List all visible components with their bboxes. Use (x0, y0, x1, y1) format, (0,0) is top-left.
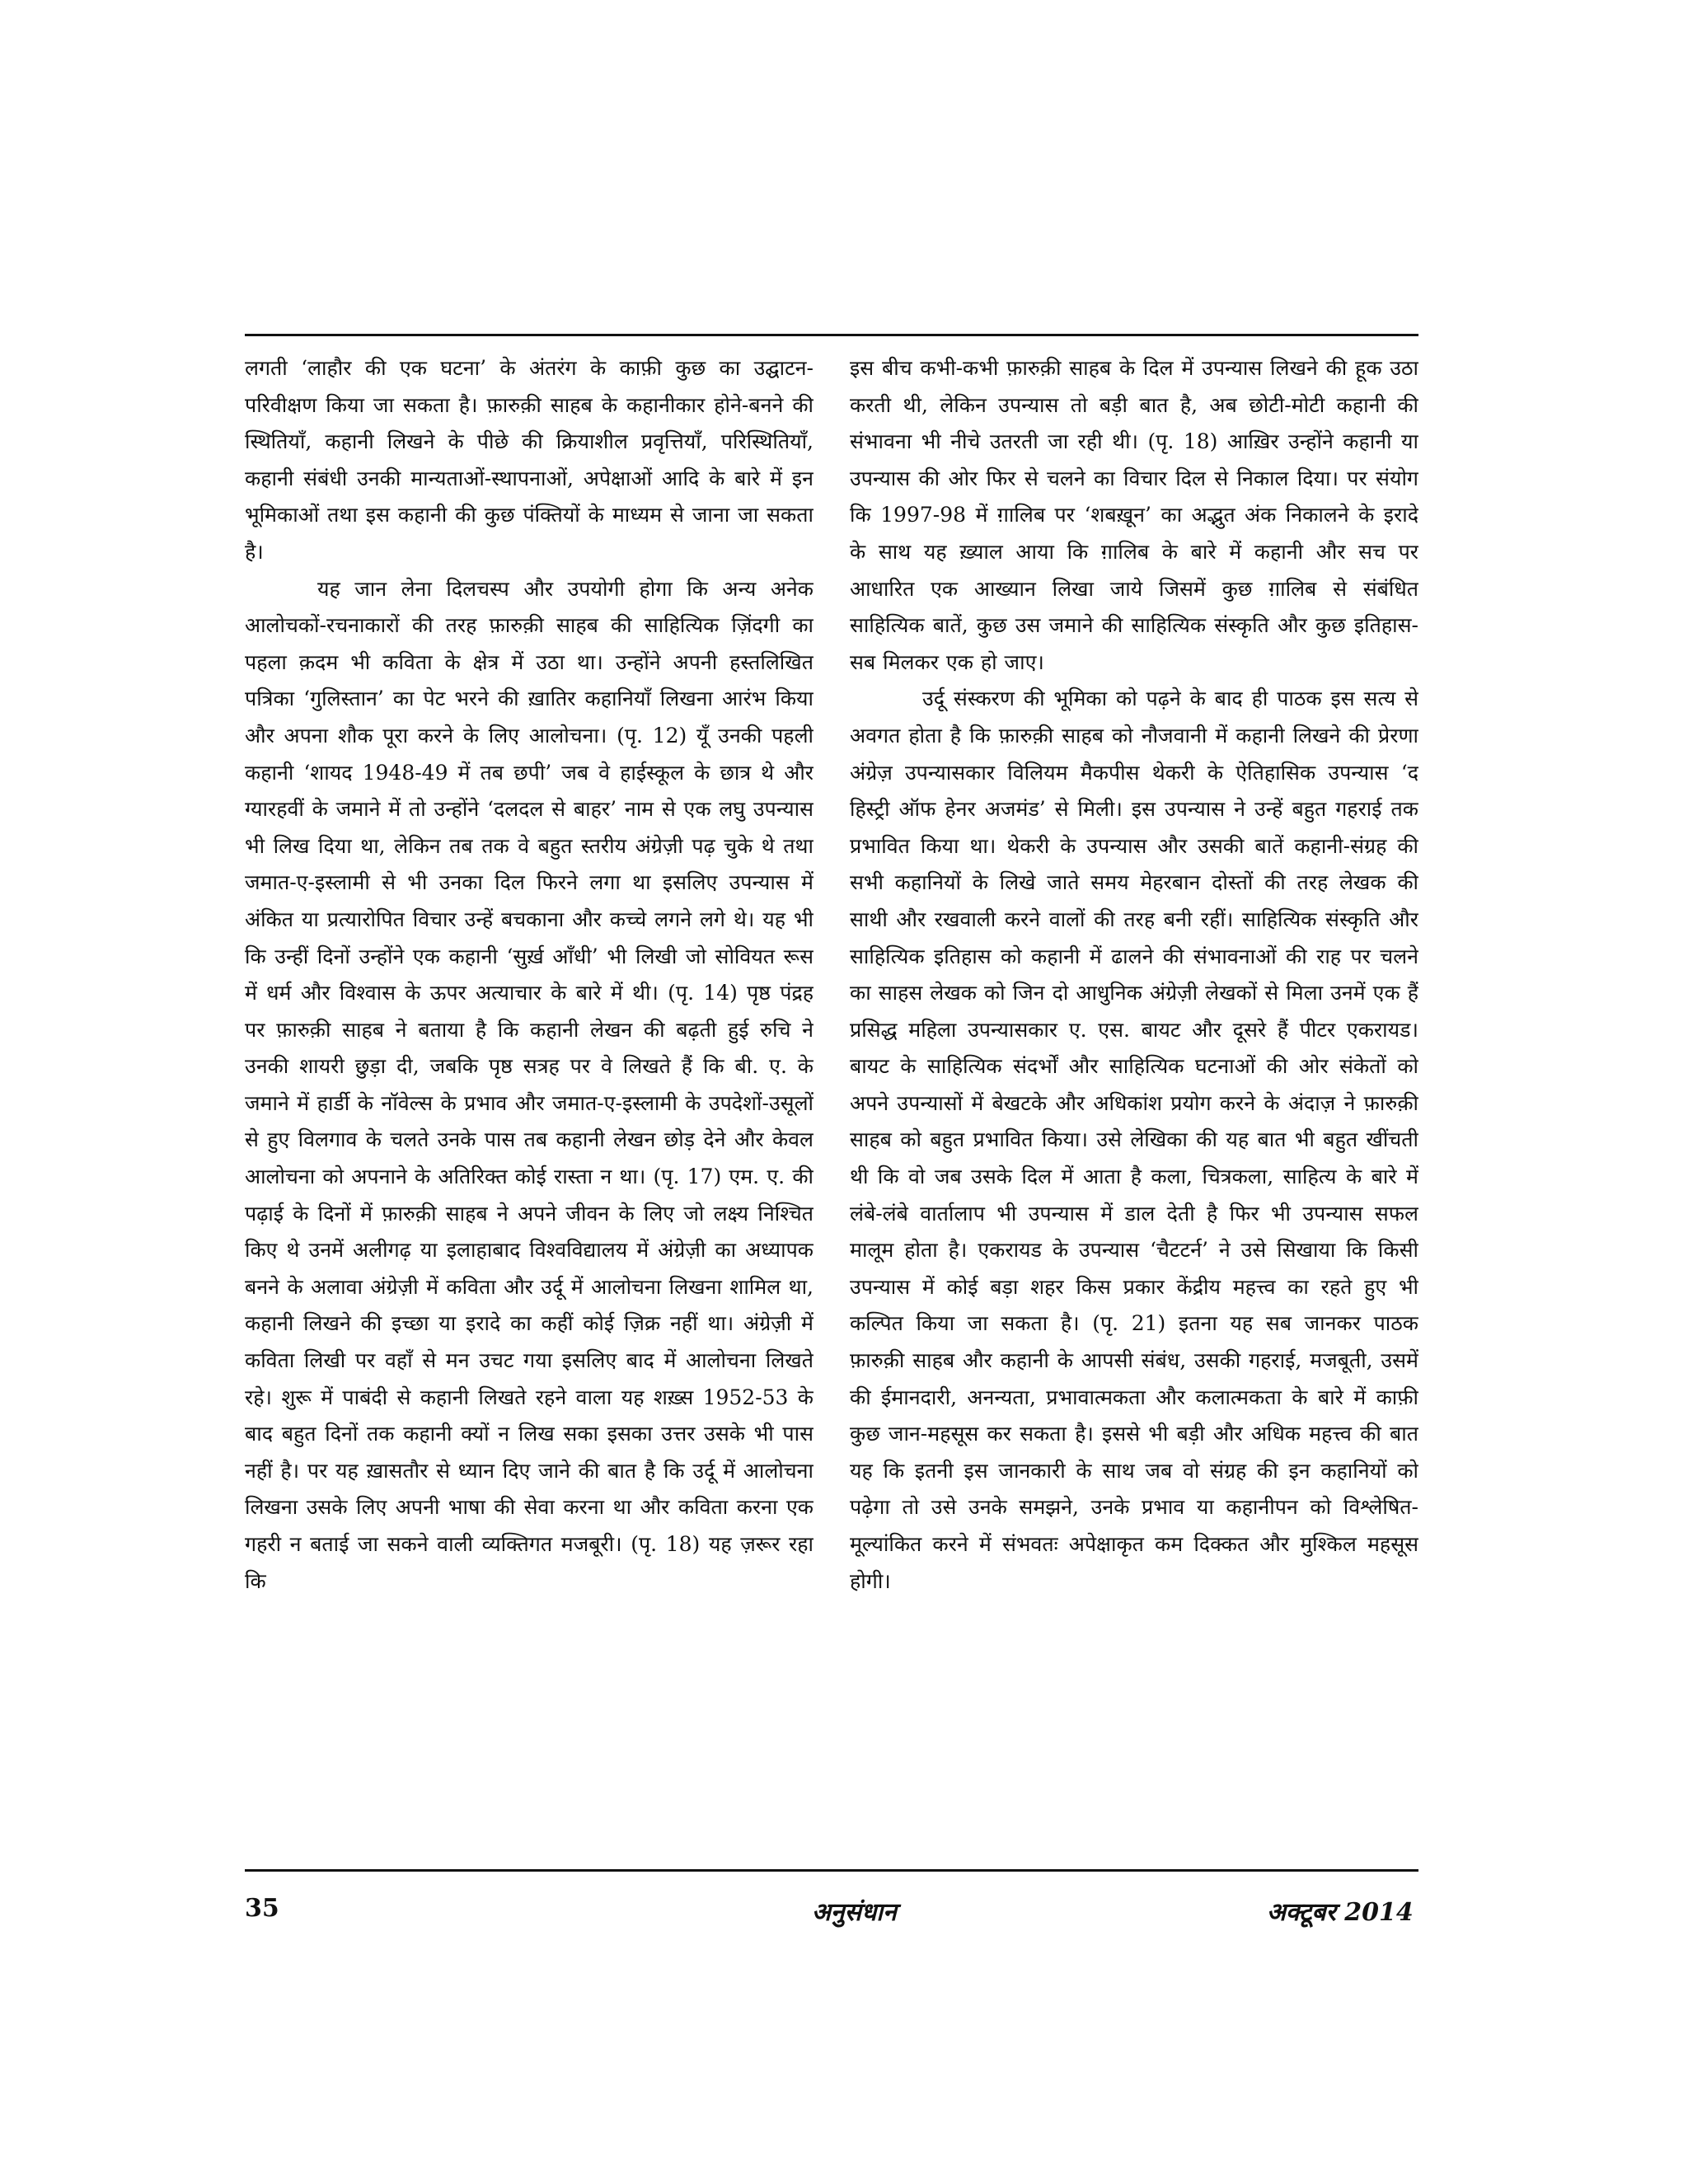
bottom-rule (245, 1869, 1418, 1872)
page-number: 35 (245, 1894, 279, 1923)
top-rule (245, 334, 1418, 336)
right-paragraph-1: इस बीच कभी-कभी फ़ारुक़ी साहब के दिल में उपन्यास लिखने की हूक उठा करती थी, लेकिन उपन्यास तो बड़ी बात है, अब छोटी-मोटी कहानी की संभावना भी नीचे उतरती जा रही थी। (पृ. 18) आख़िर उन्होंने कहानी या उपन्यास की ओर फिर से चलने का विचार दिल से निकाल दिया। पर संयोग कि 1997-98 में ग़ालिब पर ‘शबख़ून’ का अद्भुत अंक निकालने के इरादे के साथ यह ख़्याल आया कि ग़ालिब के बारे में कहानी और सच पर आधारित एक आख्यान लिखा जाये जिसमें कुछ ग़ालिब से संबंधित साहित्यिक बातें, कुछ उस जमाने की साहित्यिक संस्कृति और कुछ इतिहास-सब मिलकर एक हो जाए। (850, 356, 1418, 674)
right-column (850, 350, 1418, 1858)
left-paragraph-2: यह जान लेना दिलचस्प और उपयोगी होगा कि अन्य अनेक आलोचकों-रचनाकारों की तरह फ़ारुक़ी साहब की साहित्यिक ज़िंदगी का पहला क़दम भी कविता के क्षेत्र में उठा था। उन्होंने अपनी हस्तलिखित पत्रिका ‘गुलिस्तान’ का पेट भरने की ख़ातिर कहानियाँ लिखना आरंभ किया और अपना शौक पूरा करने के लिए आलोचना। (पृ. 12) यूँ उनकी पहली कहानी ‘शायद 1948-49 में तब छपी’ जब वे हाईस्कूल के छात्र थे और ग्यारहवीं के जमाने में तो उन्होंने ‘दलदल से बाहर’ नाम से एक लघु उपन्यास भी लिख दिया था, लेकिन तब तक वे बहुत स्तरीय अंग्रेज़ी पढ़ चुके थे तथा जमात-ए-इस्लामी से भी उनका दिल फिरने लगा था इसलिए उपन्यास में अंकित या प्रत्यारोपित विचार उन्हें बचकाना और कच्चे लगने लगे थे। यह भी कि उन्हीं दिनों उन्होंने एक कहानी ‘सुर्ख़ आँधी’ भी लिखी जो सोवियत रूस में धर्म और विश्वास के ऊपर अत्याचार के बारे में थी। (पृ. 14) पृष्ठ पंद्रह पर फ़ारुक़ी साहब ने बताया है कि कहानी लेखन की बढ़ती हुई रुचि ने उनकी शायरी छुड़ा दी, जबकि पृष्ठ सत्रह पर वे लिखते हैं कि बी. ए. के जमाने में हार्डी के नॉवेल्स के प्रभाव और जमात-ए-इस्लामी के उपदेशों-उसूलों से हुए विलगाव के चलते उनके पास तब कहानी लेखन छोड़ देने और केवल आलोचना को अपनाने के अतिरिक्त कोई रास्ता न था। (पृ. 17) एम. ए. की पढ़ाई के दिनों में फ़ारुक़ी साहब ने अपने जीवन के लिए जो लक्ष्य निश्चित किए थे उनमें अलीगढ़ या इलाहाबाद विश्वविद्यालय में अंग्रेज़ी का अध्यापक बनने के अलावा अंग्रेज़ी में कविता और उर्दू में आलोचना लिखना शामिल था, कहानी लिखने की इच्छा या इरादे का कहीं कोई ज़िक्र नहीं था। अंग्रेज़ी में कविता लिखी पर वहाँ से मन उचट गया इसलिए बाद में आलोचना लिखते रहे। शुरू में पाबंदी से कहानी लिखते रहने वाला यह शख़्स 1952-53 के बाद बहुत दिनों तक कहानी क्यों न लिख सका इसका उत्तर उसके भी पास नहीं है। पर यह ख़ासतौर से ध्यान दिए जाने की बात है कि उर्दू में आलोचना लिखना उसके लिए अपनी भाषा की सेवा करना था और कविता करना एक गहरी न बताई जा सकने वाली व्यक्तिगत मजबूरी। (पृ. 18) यह ज़रूर रहा कि (245, 576, 814, 1593)
left-column (245, 350, 814, 1858)
left-paragraph-1: लगती ‘लाहौर की एक घटना’ के अंतरंग के काफ़ी कुछ का उद्घाटन-परिवीक्षण किया जा सकता है। फ़ारुक़ी साहब के कहानीकार होने-बनने की स्थितियाँ, कहानी लिखने के पीछे की क्रियाशील प्रवृत्तियाँ, परिस्थितियाँ, कहानी संबंधी उनकी मान्यताओं-स्थापनाओं, अपेक्षाओं आदि के बारे में इन भूमिकाओं तथा इस कहानी की कुछ पंक्तियों के माध्यम से जाना जा सकता है। (245, 356, 814, 564)
right-paragraph-2: उर्दू संस्करण की भूमिका को पढ़ने के बाद ही पाठक इस सत्य से अवगत होता है कि फ़ारुक़ी साहब को नौजवानी में कहानी लिखने की प्रेरणा अंग्रेज़ उपन्यासकार विलियम मैकपीस थेकरी के ऐतिहासिक उपन्यास ‘द हिस्ट्री ऑफ हेनर अजमंड’ से मिली। इस उपन्यास ने उन्हें बहुत गहराई तक प्रभावित किया था। थेकरी के उपन्यास और उसकी बातें कहानी-संग्रह की सभी कहानियों के लिखे जाते समय मेहरबान दोस्तों की तरह लेखक की साथी और रखवाली करने वालों की तरह बनी रहीं। साहित्यिक संस्कृति और साहित्यिक इतिहास को कहानी में ढालने की संभावनाओं की राह पर चलने का साहस लेखक को जिन दो आधुनिक अंग्रेज़ी लेखकों से मिला उनमें एक हैं प्रसिद्ध महिला उपन्यासकार ए. एस. बायट और दूसरे हैं पीटर एकरायड। बायट के साहित्यिक संदर्भों और साहित्यिक घटनाओं की ओर संकेतों को अपने उपन्यासों में बेखटके और अधिकांश प्रयोग करने के अंदाज़ ने फ़ारुक़ी साहब को बहुत प्रभावित किया। उसे लेखिका की यह बात भी बहुत खींचती थी कि वो जब उसके दिल में आता है कला, चित्रकला, साहित्य के बारे में लंबे-लंबे वार्तालाप भी उपन्यास में डाल देती है फिर भी उपन्यास सफल मालूम होता है। एकरायड के उपन्यास ‘चैटटर्न’ ने उसे सिखाया कि किसी उपन्यास में कोई बड़ा शहर किस प्रकार केंद्रीय महत्त्व का रहते हुए भी कल्पित किया जा सकता है। (पृ. 21) इतना यह सब जानकर पाठक फ़ारुक़ी साहब और कहानी के आपसी संबंध, उसकी गहराई, मजबूती, उसमें की ईमानदारी, अनन्यता, प्रभावात्मकता और कलात्मकता के बारे में काफ़ी कुछ जान-महसूस कर सकता है। इससे भी बड़ी और अधिक महत्त्व की बात यह कि इतनी इस जानकारी के साथ जब वो संग्रह की इन कहानियों को पढ़ेगा तो उसे उनके समझने, उनके प्रभाव या कहानीपन को विश्लेषित-मूल्यांकित करने में संभवतः अपेक्षाकृत कम दिक्कत और मुश्किल महसूस होगी। (850, 687, 1418, 1593)
issue-date: अक्टूबर 2014 (1267, 1898, 1414, 1927)
journal-name: अनुसंधान (812, 1898, 897, 1927)
